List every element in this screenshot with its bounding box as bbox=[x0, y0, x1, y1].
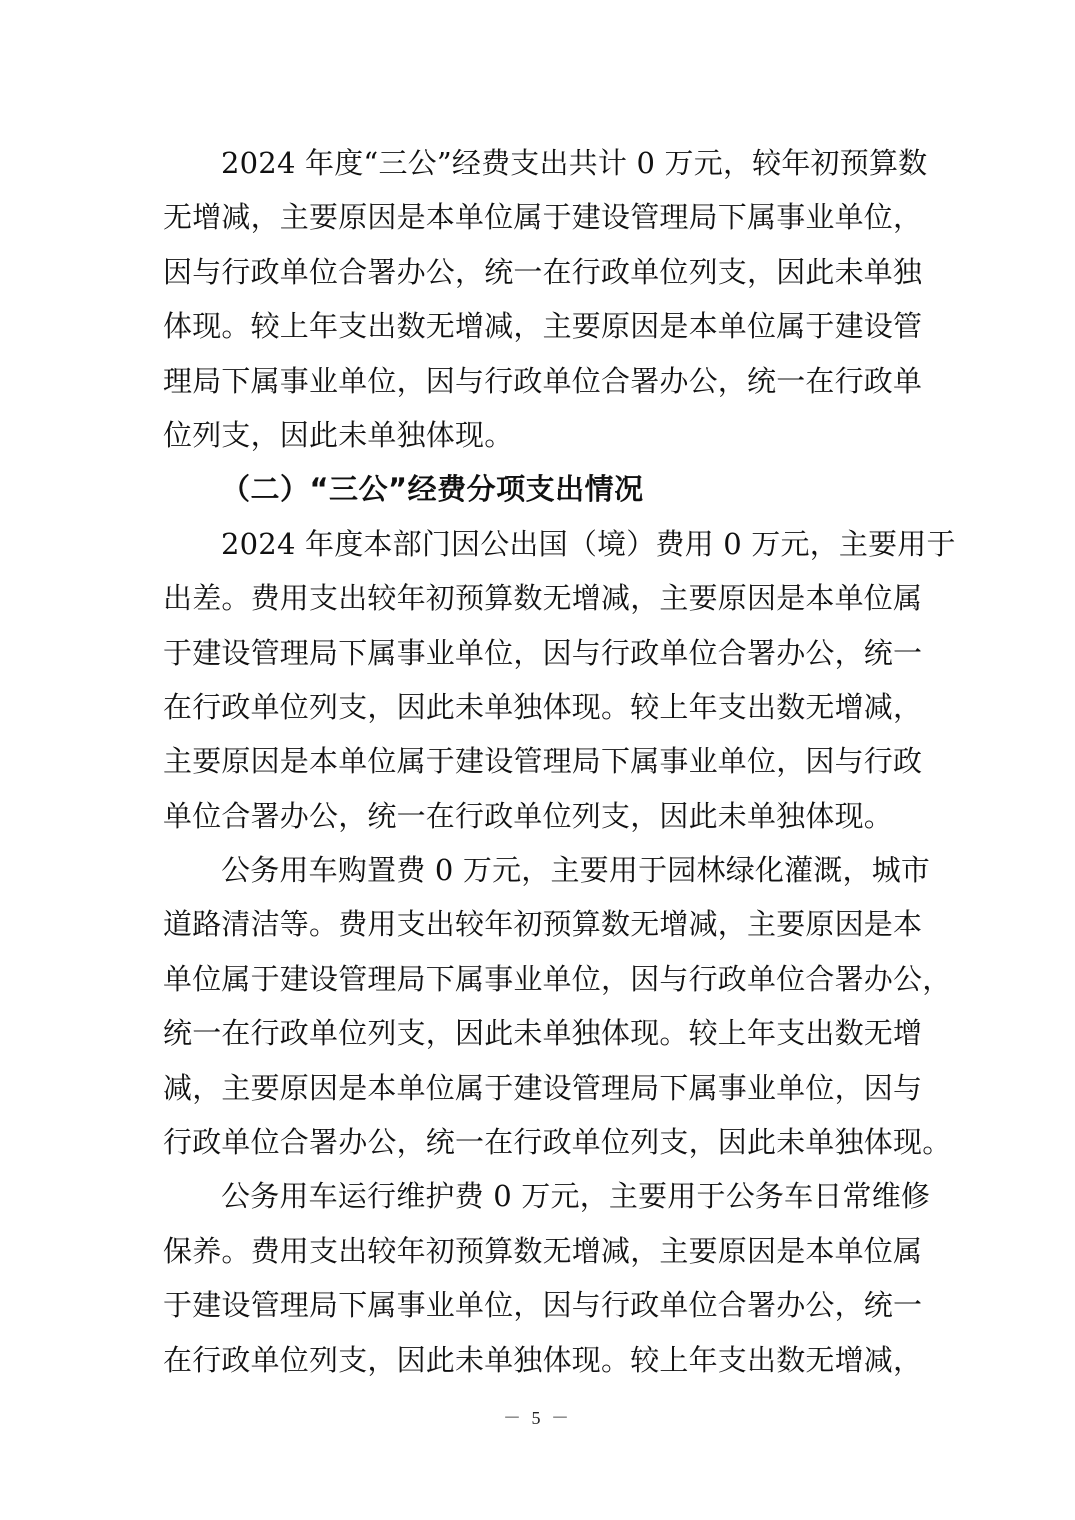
body-line: 2024 年度“三公”经费支出共计 0 万元，较年初预算数 bbox=[221, 146, 928, 180]
body-line: 行政单位合署办公，统一在行政单位列支，因此未单独体现。 bbox=[163, 1125, 952, 1160]
body-line: 出差。费用支出较年初预算数无增减，主要原因是本单位属 bbox=[163, 581, 923, 616]
body-line: 理局下属事业单位，因与行政单位合署办公，统一在行政单 bbox=[163, 363, 923, 398]
body-line: 于建设管理局下属事业单位，因与行政单位合署办公，统一 bbox=[163, 635, 923, 670]
body-line: 保养。费用支出较年初预算数无增减，主要原因是本单位属 bbox=[163, 1233, 923, 1268]
body-line: 在行政单位列支，因此未单独体现。较上年支出数无增减， bbox=[163, 689, 923, 724]
body-line: 无增减，主要原因是本单位属于建设管理局下属事业单位， bbox=[163, 200, 923, 235]
body-line: 公务用车购置费 0 万元，主要用于园林绿化灌溉，城市 bbox=[221, 853, 931, 888]
body-line: 主要原因是本单位属于建设管理局下属事业单位，因与行政 bbox=[163, 744, 923, 779]
body-line: 因与行政单位合署办公，统一在行政单位列支，因此未单独 bbox=[163, 254, 923, 289]
body-line: 于建设管理局下属事业单位，因与行政单位合署办公，统一 bbox=[163, 1288, 923, 1323]
document-body bbox=[163, 136, 956, 1387]
body-line: 减，主要原因是本单位属于建设管理局下属事业单位，因与 bbox=[163, 1070, 923, 1105]
body-line: 2024 年度本部门因公出国（境）费用 0 万元，主要用于 bbox=[221, 526, 956, 561]
body-line: 单位属于建设管理局下属事业单位，因与行政单位合署办公， bbox=[163, 961, 952, 996]
body-line: 道路清洁等。费用支出较年初预算数无增减，主要原因是本 bbox=[163, 907, 923, 942]
body-line: 单位合署办公，统一在行政单位列支，因此未单独体现。 bbox=[163, 798, 894, 833]
body-line: 公务用车运行维护费 0 万元，主要用于公务车日常维修 bbox=[221, 1179, 931, 1214]
body-line: 位列支，因此未单独体现。 bbox=[163, 417, 514, 452]
section-heading: （二）“三公”经费分项支出情况 bbox=[221, 472, 644, 507]
body-line: 体现。较上年支出数无增减，主要原因是本单位属于建设管 bbox=[163, 309, 923, 344]
page-number: － 5 － bbox=[503, 1408, 572, 1428]
body-line: 统一在行政单位列支，因此未单独体现。较上年支出数无增 bbox=[163, 1016, 923, 1051]
body-line: 在行政单位列支，因此未单独体现。较上年支出数无增减， bbox=[163, 1342, 923, 1377]
